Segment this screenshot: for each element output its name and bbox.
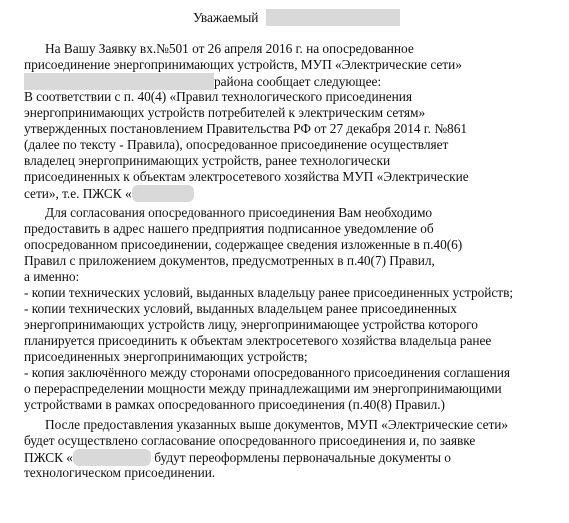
text-line: а именно:	[24, 269, 80, 284]
text-line: энергопринимающих устройств потребителей к электрическим сетям»	[24, 105, 426, 120]
greeting-line	[193, 9, 400, 26]
list-item-line: энергопринимающих устройств лицу, энергопринимающее устройства которого	[24, 317, 478, 332]
text-line: В соответствии с п. 40(4) «Правил технологического присоединения	[24, 89, 413, 104]
text-line: технологическом присоединении.	[24, 465, 216, 480]
text-line: Правил с приложением документов, предусмотренных в п.40(7) Правил,	[24, 253, 435, 268]
text-line: опосредованном присоединении, содержащее сведения изложенные в п.40(6)	[24, 237, 463, 252]
pzhsk-line-2	[24, 449, 451, 466]
redacted-recipient-name	[266, 9, 400, 26]
pzhsk-line-1	[24, 185, 194, 202]
text-line: Для согласования опосредованного присоединения Вам необходимо	[45, 205, 433, 220]
text-line: На Вашу Заявку вх.№501 от 26 апреля 2016 г. на опосредованное	[45, 41, 414, 56]
list-item-line: - копия заключённого между сторонами опосредованного присоединения соглашения	[24, 365, 510, 380]
list-item-line: - копии технических условий, выданных владельцу ранее присоединенных устройств;	[24, 285, 514, 300]
text-line: владелец энергопринимающих устройств, ранее технологически	[24, 153, 391, 168]
list-item-line: - копии технических условий, выданных владельцем ранее присоединенных	[24, 301, 457, 316]
redacted-region-name	[24, 73, 214, 90]
text-line: утвержденных постановлением Правительства РФ от 27 декабря 2014 г. №861	[24, 121, 467, 136]
greeting-text: Уважаемый	[193, 10, 259, 25]
pzhsk-text-2: ПЖСК «	[24, 450, 73, 465]
region-line	[24, 73, 381, 90]
text-line: будет осуществлено согласование опосредованного присоединения и, по заявке	[24, 433, 476, 448]
text-line: (далее по тексту - Правила), опосредованное присоединение осуществляет	[24, 137, 449, 152]
reissue-text: будут переоформлены первоначальные документы о	[154, 450, 451, 465]
region-text: района сообщает следующее:	[214, 74, 382, 89]
list-item-line: устройствами в рамках опосредованного присоединения (п.40(8) Правил.)	[24, 397, 445, 412]
text-line: предоставить в адрес нашего предприятия подписанное уведомление об	[24, 221, 434, 236]
list-item-line: присоединенных энергопринимающих устройств;	[24, 349, 308, 364]
list-item-line: о перераспределении мощности между принадлежащими им энергопринимающими	[24, 381, 502, 396]
text-line: После предоставления указанных выше документов, МУП «Электрические сети»	[45, 417, 509, 432]
redacted-pzhsk-name-2	[73, 449, 151, 466]
text-line: присоединение энергопринимающих устройств, МУП «Электрические сети»	[24, 57, 462, 72]
text-line: присоединенных к объектам электросетевого хозяйства МУП «Электрические	[24, 169, 469, 184]
list-item-line: планируется присоединить к объектам электросетевого хозяйства владельца ранее	[24, 333, 492, 348]
pzhsk-text: сети», т.е. ПЖСК «	[24, 186, 132, 201]
redacted-pzhsk-name	[132, 185, 194, 202]
